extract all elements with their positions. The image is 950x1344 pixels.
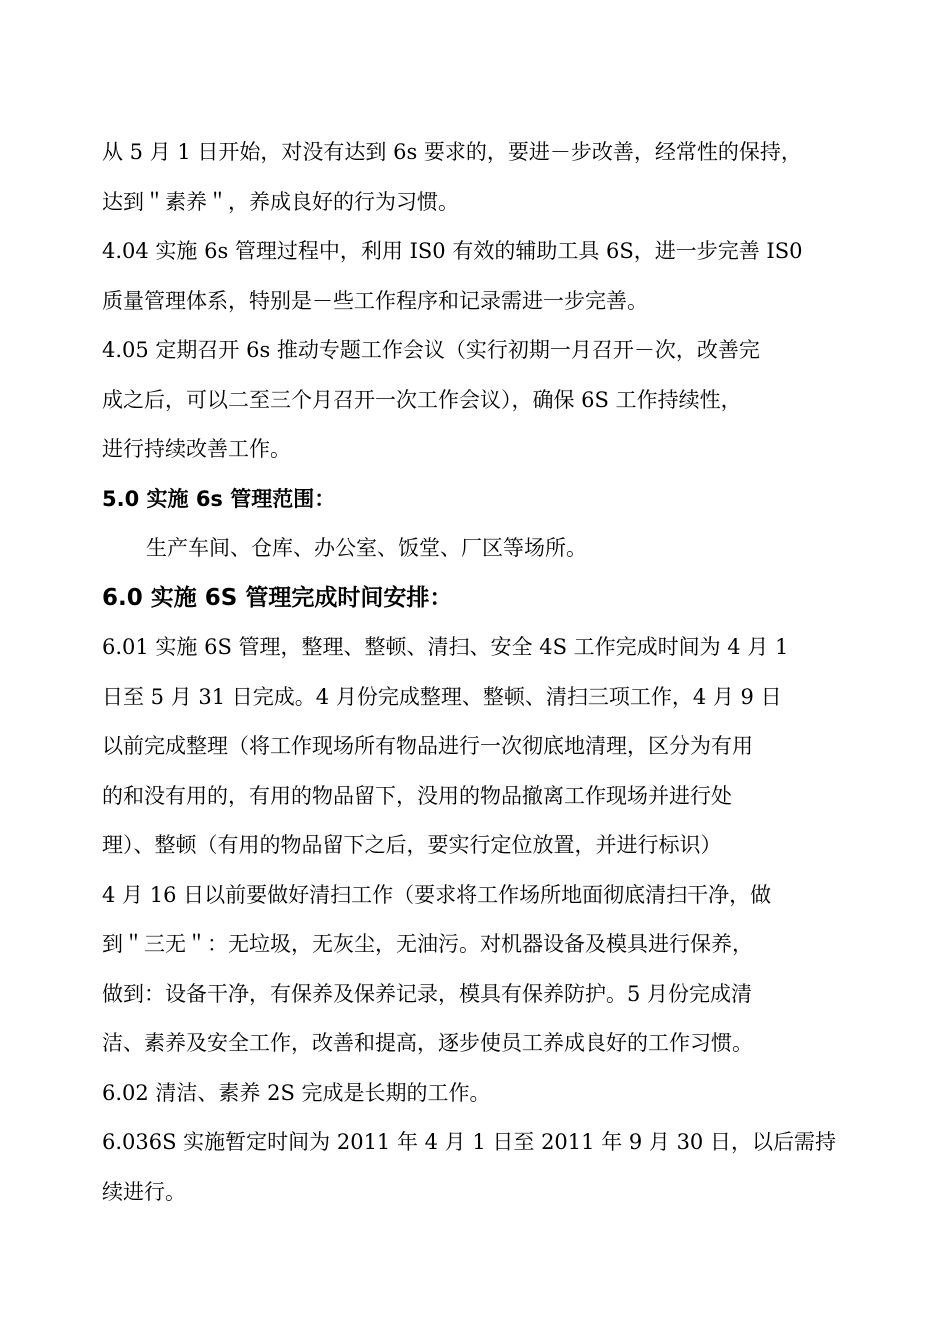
paragraph-line: 成之后，可以二至三个月召开一次工作会议），确保 6S 工作持续性，: [102, 387, 742, 412]
paragraph-line: 质量管理体系，特别是－些工作程序和记录需进一步完善。: [102, 288, 648, 313]
document-body: [102, 128, 836, 1217]
paragraph-line: 从 5 月 1 日开始，对没有达到 6s 要求的，要进－步改善，经常性的保持，: [102, 140, 802, 164]
paragraph-line: 理）、整顿（有用的物品留下之后，要实行定位放置，并进行标识）: [102, 833, 722, 857]
paragraph-line: 以前完成整理（将工作现场所有物品进行一次彻底地清理，区分为有用: [102, 734, 753, 758]
paragraph-line: 4 月 16 日以前要做好清扫工作（要求将工作场所地面彻底清扫干净，做: [102, 882, 772, 907]
paragraph-line: 日至 5 月 31 日完成。4 月份完成整理、整顿、清扫三项工作，4 月 9 日: [102, 684, 782, 709]
section-heading-schedule: 6.0 实施 6S 管理完成时间安排：: [102, 584, 453, 611]
paragraph-line: 的和没有用的，有用的物品留下，没用的物品撤离工作现场并进行处: [102, 783, 732, 808]
paragraph-line: 到＂三无＂：无垃圾，无灰尘，无油污。对机器设备及模具进行保养，: [102, 932, 753, 956]
paragraph-line: 达到＂素养＂，养成良好的行为习惯。: [102, 189, 459, 214]
paragraph-line: 4.04 实施 6s 管理过程中，利用 IS0 有效的辅助工具 6S，进一步完善 IS0: [102, 239, 803, 263]
paragraph-line: 6.036S 实施暂定时间为 2011 年 4 月 1 日至 2011 年 9 月 30 日，以后需持: [102, 1130, 836, 1154]
paragraph-line: 做到：设备干净，有保养及保养记录，模具有保养防护。5 月份完成清: [102, 981, 753, 1006]
paragraph-line: 6.02 清洁、素养 2S 完成是长期的工作。: [102, 1080, 491, 1105]
paragraph-line: 续进行。: [102, 1179, 186, 1204]
paragraph-line: 进行持续改善工作。: [102, 437, 291, 461]
paragraph-line: 6.01 实施 6S 管理，整理、整顿、清扫、安全 4S 工作完成时间为 4 月 1: [102, 635, 789, 659]
paragraph-line: 4.05 定期召开 6s 推动专题工作会议（实行初期一月召开－次，改善完: [102, 338, 760, 362]
section-heading-scope: 5.0 实施 6s 管理范围：: [102, 486, 336, 511]
paragraph-line-indented: 生产车间、仓库、办公室、饭堂、厂区等场所。: [146, 536, 587, 560]
paragraph-line: 洁、素养及安全工作，改善和提高，逐步使员工养成良好的工作习惯。: [102, 1031, 753, 1055]
